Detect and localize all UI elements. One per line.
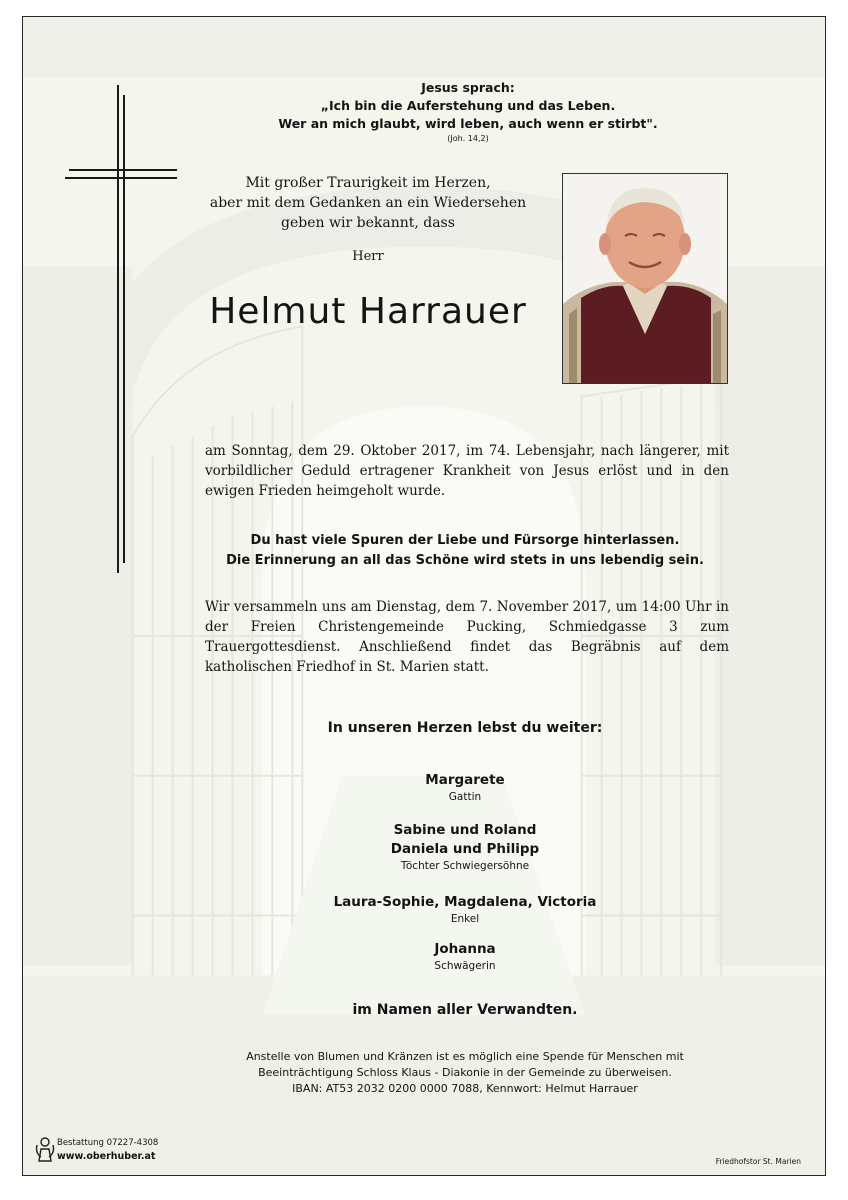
donation-line-1: Anstelle von Blumen und Kränzen ist es möglich eine Spende für Menschen mit [246,1050,684,1063]
portrait-photo [562,173,728,384]
quote-reference: (Joh. 14,2) [447,134,489,143]
mourner-name: Sabine und Roland [393,822,537,838]
closing-line: im Namen aller Verwandten. [352,1002,578,1018]
photo-credit: Friedhofstor St. Marien [715,1157,801,1166]
mourner-role: Schwägerin [434,960,496,972]
deceased-name: Helmut Harrauer [209,291,527,332]
funeral-home-text [57,1137,158,1163]
quote-line-2: Wer an mich glaubt, wird leben, auch wenn er stirbt". [278,116,658,131]
funeral-home-logo [35,1135,165,1169]
tribute [173,531,757,571]
obituary-card [22,16,826,1176]
intro-line-2: aber mit dem Gedanken an ein Wiedersehen [209,195,527,211]
mourner-wife [223,771,707,804]
mourner-children [223,821,707,873]
angel-logo-icon [35,1135,55,1163]
intro-line-1: Mit großer Traurigkeit im Herzen, [245,175,491,191]
tribute-line-1: Du hast viele Spuren der Liebe und Fürsorge hinterlassen. [250,533,680,548]
quote-title: Jesus sprach: [421,80,515,95]
mourner-role: Gattin [448,791,482,803]
mourner-name: Johanna [434,941,496,957]
mourner-role: Enkel [450,913,480,925]
mourner-grandchildren [223,893,707,926]
funeral-home-website[interactable]: www.oberhuber.at [57,1151,156,1162]
service-info: Wir versammeln uns am Dienstag, dem 7. November 2017, um 14:00 Uhr in der Freien Christengemeinde Pucking, Schmiedgasse 3 zum Trauergottesdienst. Anschließend findet das Begräbnis auf dem katholischen Friedhof in St. Marien statt. [205,599,729,675]
salutation: Herr [352,249,384,264]
intro-text [193,173,543,233]
tribute-line-2: Die Erinnerung an all das Schöne wird stets in uns lebendig sein. [226,553,704,568]
donation-note [173,1049,757,1097]
donation-line-3: IBAN: AT53 2032 0200 0000 7088, Kennwort: Helmut Harrauer [292,1082,638,1095]
bible-quote [273,79,663,145]
funeral-home-phone: Bestattung 07227-4308 [57,1138,159,1148]
mourner-name: Laura-Sophie, Magdalena, Victoria [333,894,597,910]
mourner-name: Daniela und Philipp [390,841,540,857]
donation-line-2: Beeinträchtigung Schloss Klaus - Diakonie in der Gemeinde zu überweisen. [258,1066,672,1079]
mourners-heading: In unseren Herzen lebst du weiter: [327,720,603,736]
mourner-name: Margarete [425,772,505,788]
quote-line-1: „Ich bin die Auferstehung und das Leben. [320,98,616,113]
death-notice: am Sonntag, dem 29. Oktober 2017, im 74. Lebensjahr, nach längerer, mit vorbildlicher Geduld ertragener Krankheit von Jesus erlöst und in den ewigen Frieden heimgeholt wurde. [205,443,729,499]
latin-cross-icon [65,85,181,573]
mourner-role: Töchter Schwiegersöhne [400,860,530,872]
intro-line-3: geben wir bekannt, dass [281,215,455,231]
mourner-sister-in-law [223,940,707,973]
